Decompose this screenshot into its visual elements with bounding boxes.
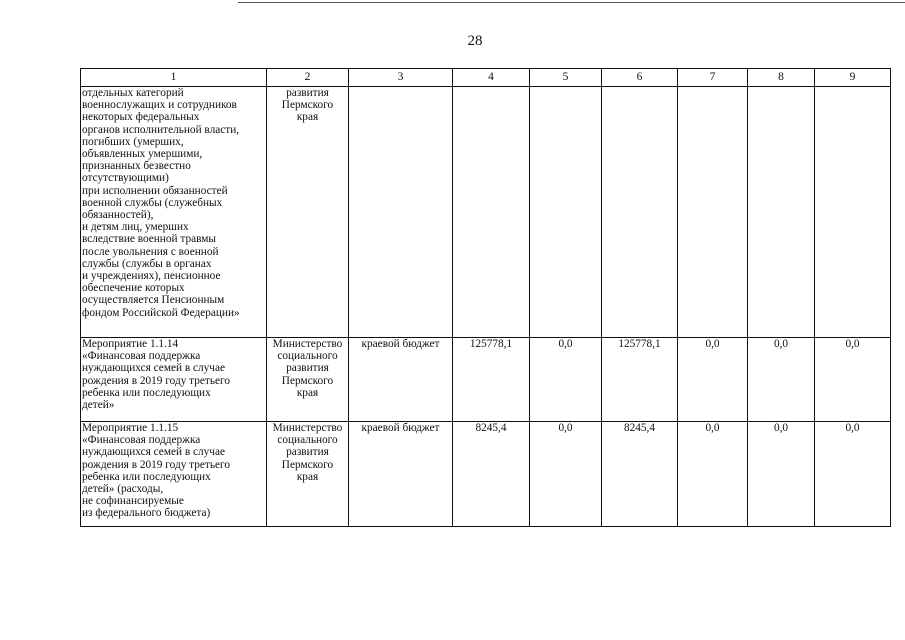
column-header-8: 8 — [748, 69, 815, 87]
table-cell — [815, 87, 891, 338]
table-row — [81, 338, 891, 422]
table-cell — [678, 87, 748, 338]
responsible-organization: Министерство социального развития Пермского края — [267, 422, 349, 527]
value-col-5: 0,0 — [530, 422, 602, 527]
table-cell — [349, 87, 453, 338]
measure-description: Мероприятие 1.1.15 «Финансовая поддержка нуждающихся семей в случае рождения в 2019 году третьего ребенка или последующих детей» (расходы, не софинансируемые из федерального бюджета) — [81, 422, 267, 527]
funding-source: краевой бюджет — [349, 422, 453, 527]
table-cell — [453, 87, 530, 338]
table-row — [81, 422, 891, 527]
page-number: 28 — [467, 33, 483, 49]
value-col-4: 125778,1 — [453, 338, 530, 422]
column-header-1: 1 — [81, 69, 267, 87]
table-cell — [602, 87, 678, 338]
value-col-7: 0,0 — [678, 338, 748, 422]
value-col-9: 0,0 — [815, 338, 891, 422]
value-col-6: 8245,4 — [602, 422, 678, 527]
column-header-4: 4 — [453, 69, 530, 87]
column-header-5: 5 — [530, 69, 602, 87]
value-col-8: 0,0 — [748, 338, 815, 422]
responsible-organization: Министерство социального развития Пермского края — [267, 338, 349, 422]
value-col-5: 0,0 — [530, 338, 602, 422]
column-header-9: 9 — [815, 69, 891, 87]
table-cell — [530, 87, 602, 338]
value-col-4: 8245,4 — [453, 422, 530, 527]
measure-description: Мероприятие 1.1.14 «Финансовая поддержка нуждающихся семей в случае рождения в 2019 году третьего ребенка или последующих детей» — [81, 338, 267, 422]
value-col-8: 0,0 — [748, 422, 815, 527]
value-col-7: 0,0 — [678, 422, 748, 527]
budget-table — [80, 68, 891, 527]
top-rule — [238, 2, 905, 3]
table-cell — [748, 87, 815, 338]
table-row — [81, 87, 891, 338]
value-col-6: 125778,1 — [602, 338, 678, 422]
funding-source: краевой бюджет — [349, 338, 453, 422]
header-row — [81, 69, 891, 87]
column-header-3: 3 — [349, 69, 453, 87]
column-header-6: 6 — [602, 69, 678, 87]
measure-description: отдельных категорий военнослужащих и сотрудников некоторых федеральных органов исполнительной власти, погибших (умерших, объявленных умершими, признанных безвестно отсутствующими) при исполнении обязанностей военной службы (служебных обязанностей), и детям лиц, умерших вследствие военной травмы после увольнения с военной службы (службы в органах и учреждениях), пенсионное обеспечение которых осуществляется Пенсионным фондом Российской Федерации» — [81, 87, 267, 338]
column-header-2: 2 — [267, 69, 349, 87]
column-header-7: 7 — [678, 69, 748, 87]
value-col-9: 0,0 — [815, 422, 891, 527]
responsible-organization: развития Пермского края — [267, 87, 349, 338]
